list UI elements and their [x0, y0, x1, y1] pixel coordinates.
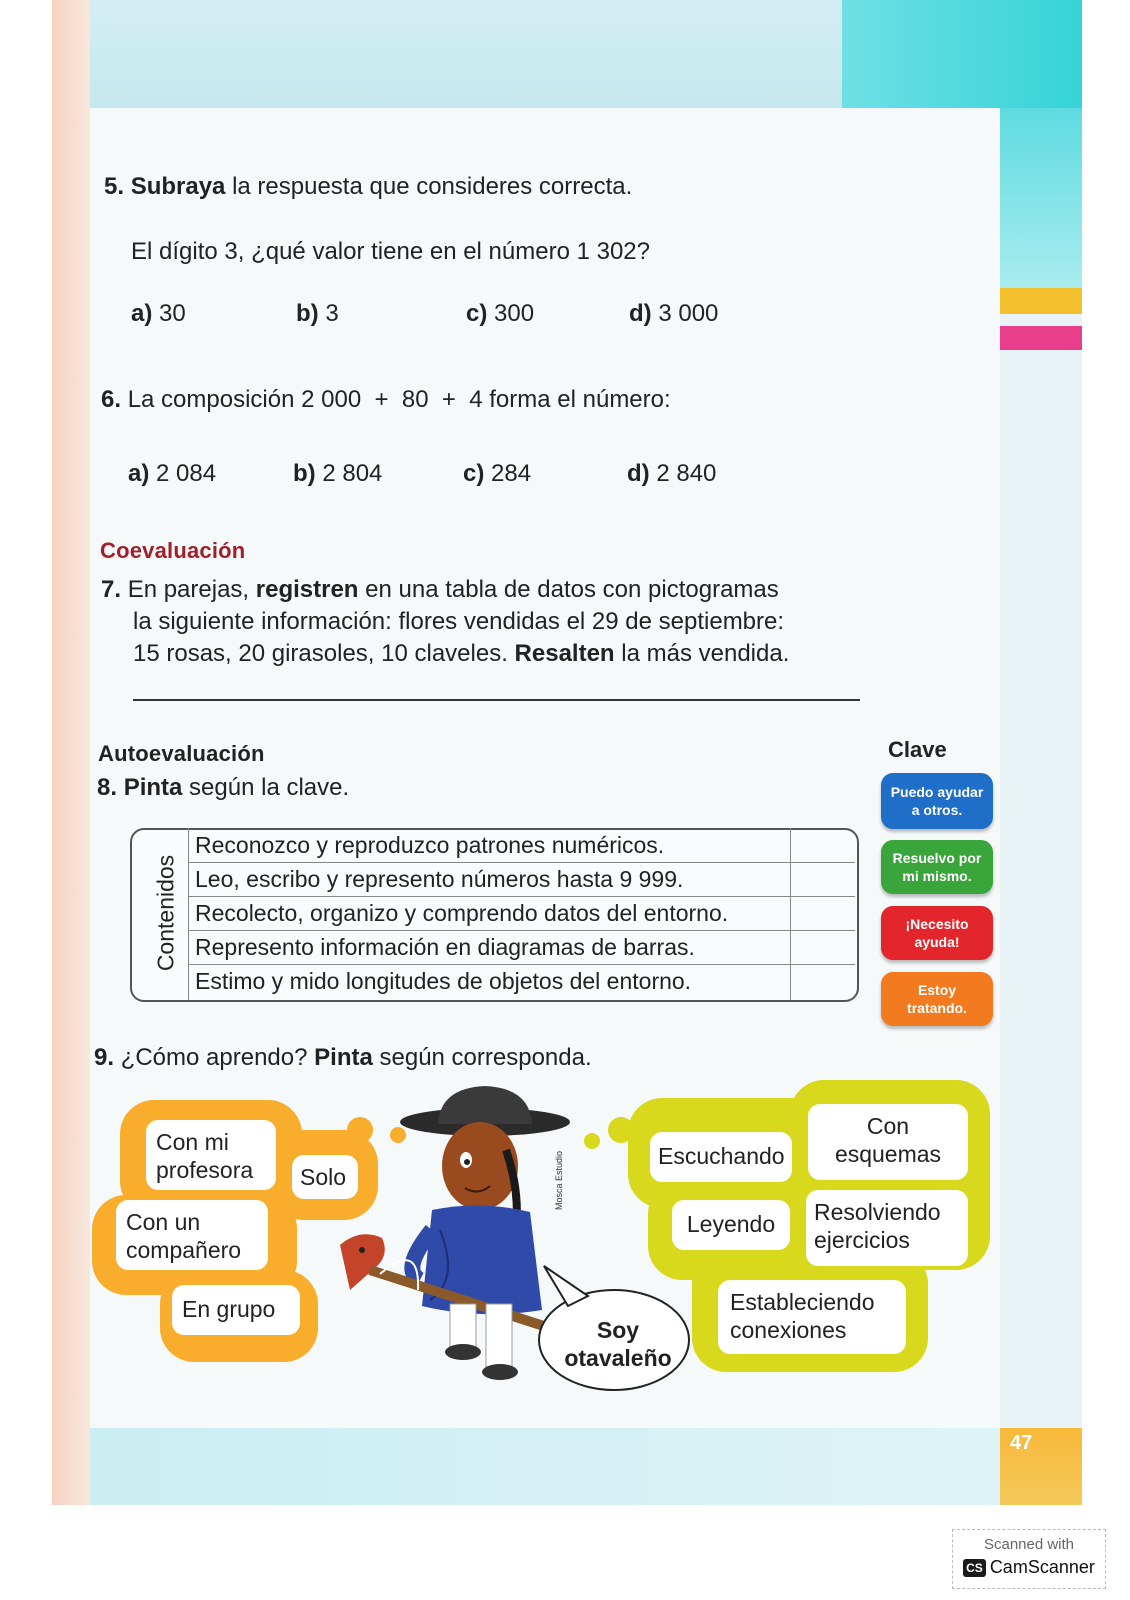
row-line	[188, 964, 855, 965]
q6-option-a[interactable]: a) 2 084	[128, 460, 217, 487]
option-estableciendo-conexiones[interactable]: Estableciendo conexiones	[718, 1280, 906, 1354]
question-6-prompt: La composición 2 000 + 80 + 4 forma el número:	[127, 386, 671, 413]
question-5-prompt: El dígito 3, ¿qué valor tiene en el número 1 302?	[131, 238, 650, 265]
option-con-un-companero[interactable]: Con un compañero	[116, 1200, 268, 1270]
q6-option-d[interactable]: d) 2 840	[627, 460, 717, 487]
option-leyendo[interactable]: Leyendo	[672, 1200, 790, 1250]
q5-option-a[interactable]: a) 30	[131, 300, 186, 327]
content-row-2: Leo, escribo y represento números hasta 9 999.	[195, 866, 684, 892]
q5-option-d[interactable]: d) 3 000	[629, 300, 719, 327]
question-5-verb: Subraya	[130, 173, 226, 200]
row-line	[188, 862, 855, 863]
speech-bubble-text: Soy otavaleño	[564, 1317, 672, 1371]
answer-line[interactable]	[133, 699, 860, 701]
watermark-brand: CamScanner	[989, 1557, 1095, 1577]
hobby-horse-head	[340, 1234, 385, 1290]
paint-cell-3[interactable]	[792, 898, 852, 930]
q5-option-b[interactable]: b) 3	[296, 300, 339, 327]
content-row-5: Estimo y mido longitudes de objetos del entorno.	[195, 968, 692, 994]
table-divider-left	[188, 828, 189, 1000]
table-divider-right	[790, 828, 791, 1000]
question-9: 9. ¿Cómo aprendo? Pinta según corresponda.	[94, 1044, 592, 1071]
illustration-credit: Mosca Estudio	[554, 1150, 564, 1210]
question-8: 8. Pinta según la clave.	[97, 774, 350, 801]
camscanner-watermark	[952, 1529, 1106, 1589]
paint-cell-1[interactable]	[792, 830, 852, 862]
option-en-grupo[interactable]: En grupo	[172, 1285, 300, 1335]
page-left-strip	[52, 0, 90, 1505]
content-row-3: Recolecto, organizo y comprendo datos del entorno.	[195, 900, 729, 926]
page-number: 47	[1010, 1432, 1033, 1454]
question-7-line-1: 7. En parejas, registren en una tabla de datos con pictogramas	[101, 576, 779, 603]
key-puedo-ayudar: Puedo ayudar a otros.	[881, 773, 993, 829]
q6-option-c[interactable]: c) 284	[463, 460, 532, 487]
key-necesito-ayuda: ¡Necesito ayuda!	[881, 906, 993, 960]
paint-cell-5[interactable]	[792, 966, 852, 998]
question-7-line-3: 15 rosas, 20 girasoles, 10 claveles. Resalten la más vendida.	[133, 640, 790, 667]
thought-dot	[608, 1117, 634, 1143]
right-accent-column	[1000, 108, 1082, 288]
row-line	[188, 930, 855, 931]
q5-option-c[interactable]: c) 300	[466, 300, 535, 327]
question-6-number: 6.	[101, 386, 122, 413]
option-resolviendo-ejercicios[interactable]: Resolviendo ejercicios	[806, 1190, 968, 1266]
poncho	[422, 1205, 542, 1314]
yellow-tab	[1000, 288, 1082, 314]
question-5-instruction: la respuesta que consideres correcta.	[232, 173, 633, 200]
row-line	[188, 896, 855, 897]
question-7-line-2: la siguiente información: flores vendidas el 29 de septiembre:	[133, 608, 785, 635]
option-escuchando[interactable]: Escuchando	[650, 1132, 792, 1182]
bottom-band	[90, 1428, 1000, 1505]
clave-title: Clave	[888, 737, 947, 762]
option-con-mi-profesora[interactable]: Con mi profesora	[146, 1120, 276, 1190]
paint-cell-4[interactable]	[792, 932, 852, 964]
content-row-1: Reconozco y reproduzco patrones numéricos.	[195, 832, 665, 858]
top-right-accent	[842, 0, 1082, 108]
face	[442, 1122, 518, 1210]
autoevaluacion-heading: Autoevaluación	[98, 741, 265, 766]
pink-tab	[1000, 326, 1082, 350]
watermark-text: Scanned with	[983, 1536, 1075, 1553]
key-resuelvo: Resuelvo por mi mismo.	[881, 840, 993, 894]
camscanner-logo-icon: CS	[963, 1559, 986, 1577]
option-solo[interactable]: Solo	[292, 1155, 358, 1199]
option-con-esquemas[interactable]: Con esquemas	[808, 1104, 968, 1180]
top-band	[90, 0, 842, 108]
paint-cell-2[interactable]	[792, 864, 852, 896]
question-6	[101, 386, 671, 414]
hat-crown	[438, 1086, 532, 1124]
coevaluacion-heading: Coevaluación	[100, 538, 246, 563]
key-estoy-tratando: Estoy tratando.	[881, 972, 993, 1026]
question-5	[104, 173, 632, 201]
contents-side-label: Contenidos	[152, 854, 179, 972]
content-row-4: Represento información en diagramas de barras.	[195, 934, 695, 960]
q6-option-b[interactable]: b) 2 804	[293, 460, 383, 487]
question-5-number: 5.	[104, 173, 125, 200]
